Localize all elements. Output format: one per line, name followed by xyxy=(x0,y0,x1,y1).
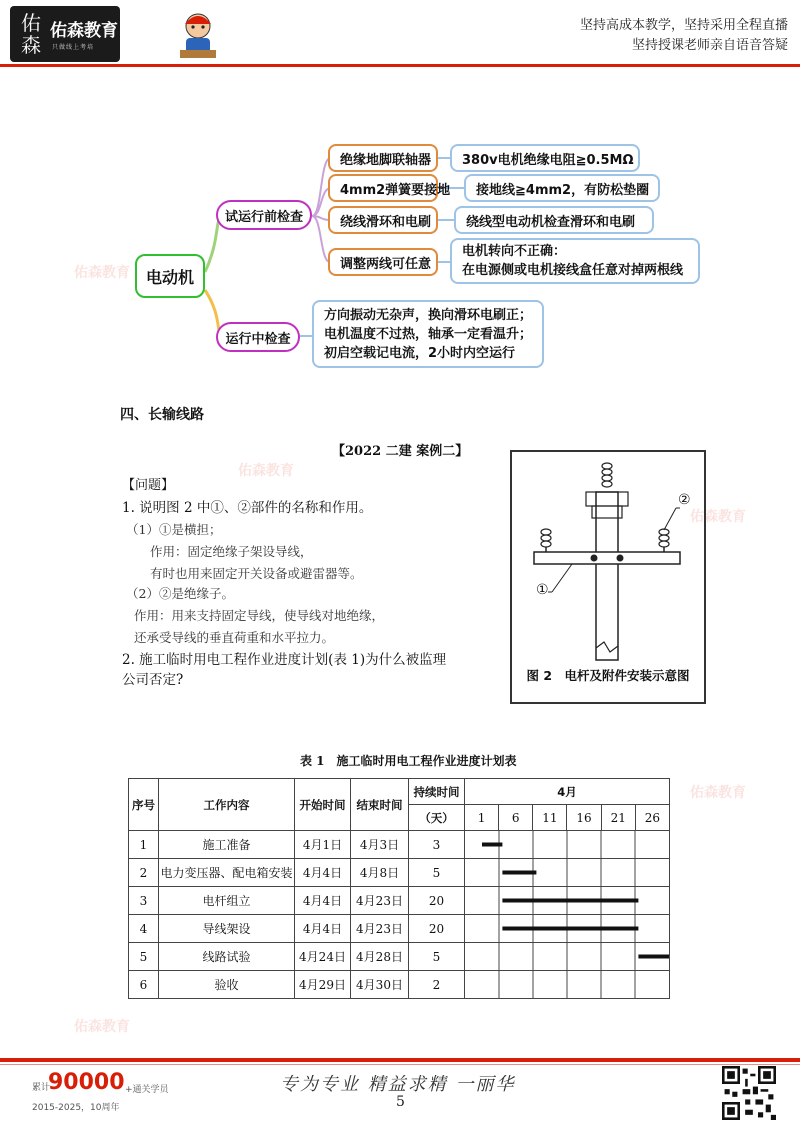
logo-slogan: 只做线上考培 xyxy=(52,44,95,51)
figure-caption: 图 2 电杆及附件安装示意图 xyxy=(526,668,690,683)
gantt-bar xyxy=(638,955,669,959)
cell-work: 线路试验 xyxy=(159,943,295,971)
page-number: 5 xyxy=(396,1094,405,1110)
col-header-month: 4月 xyxy=(465,779,670,805)
cell-end: 4月23日 xyxy=(351,887,409,915)
gantt-row-svg xyxy=(465,859,669,886)
answer-line: 作用：用来支持固定导线，使导线对地绝缘， xyxy=(134,608,385,623)
gantt-bar xyxy=(502,871,536,875)
cell-work: 电力变压器、配电箱安装 xyxy=(159,859,295,887)
cell-work: 导线架设 xyxy=(159,915,295,943)
mindmap-branch-running: 运行中检查 xyxy=(216,322,300,352)
footer-count: 90000 xyxy=(48,1070,125,1095)
pole-drawing xyxy=(512,452,704,662)
cell-duration: 3 xyxy=(409,831,465,859)
question-2: 公司否定? xyxy=(122,672,184,688)
gantt-cell xyxy=(465,887,670,915)
table-row xyxy=(129,887,670,915)
cell-start: 4月1日 xyxy=(295,831,351,859)
cell-start: 4月4日 xyxy=(295,859,351,887)
col-header-duration-unit: （天） xyxy=(409,805,465,831)
header-slogan-2: 坚持授课老师亲自语音答疑 xyxy=(631,38,788,53)
gantt-cell xyxy=(465,831,670,859)
mindmap-detail: 接地线≧4mm2，有防松垫圈 xyxy=(464,174,660,202)
answer-line: 作用：固定绝缘子架设导线， xyxy=(150,544,313,559)
mindmap-detail: 380v电机绝缘电阻≧0.5MΩ xyxy=(450,144,640,172)
cell-seq: 6 xyxy=(129,971,159,999)
gantt-cell xyxy=(465,915,670,943)
logo-text: 佑森教育 xyxy=(50,21,118,41)
day-tick: 1 xyxy=(465,805,499,831)
gantt-bar xyxy=(502,899,638,903)
table-row xyxy=(129,943,670,971)
table-row xyxy=(129,971,670,999)
footer-years: 2015-2025，10周年 xyxy=(32,1103,120,1113)
question-1: 1. 说明图 2 中①、②部件的名称和作用。 xyxy=(122,500,373,516)
day-tick: 6 xyxy=(499,805,533,831)
watermark: 佑森教育 xyxy=(74,1019,130,1035)
cell-start: 4月29日 xyxy=(295,971,351,999)
gantt-cell xyxy=(465,859,670,887)
question-2: 2. 施工临时用电工程作业进度计划(表 1)为什么被监理 xyxy=(122,652,447,668)
cell-duration: 5 xyxy=(409,943,465,971)
cell-seq: 5 xyxy=(129,943,159,971)
schedule-table xyxy=(128,778,670,999)
mindmap-topic: 调整两线可任意 xyxy=(328,248,438,276)
cell-end: 4月3日 xyxy=(351,831,409,859)
table-row xyxy=(129,831,670,859)
mindmap-topic: 4mm2弹簧要接地 xyxy=(328,174,438,202)
cell-end: 4月23日 xyxy=(351,915,409,943)
cell-start: 4月4日 xyxy=(295,887,351,915)
case-title: 【2022 二建 案例二】 xyxy=(332,444,469,459)
cell-seq: 2 xyxy=(129,859,159,887)
mindmap-detail-line: 电机转向不正确： xyxy=(462,244,567,259)
qr-code-icon xyxy=(722,1066,776,1120)
cell-seq: 4 xyxy=(129,915,159,943)
section-heading: 四、长输线路 xyxy=(120,407,204,423)
footer-divider-thin xyxy=(0,1064,800,1065)
watermark: 佑森教育 xyxy=(690,509,746,525)
figure-label-1: ① xyxy=(536,582,549,598)
mindmap-branch-pre-run: 试运行前检查 xyxy=(216,200,312,230)
cell-work: 施工准备 xyxy=(159,831,295,859)
footer-count-prefix: 累计 xyxy=(32,1083,51,1093)
figure-label-2: ② xyxy=(678,492,691,508)
mindmap-topic: 绝缘地脚联轴器 xyxy=(328,144,438,172)
gantt-row-svg xyxy=(465,887,669,914)
gantt-bar xyxy=(482,843,502,847)
cell-start: 4月4日 xyxy=(295,915,351,943)
figure-pole-diagram xyxy=(510,450,706,704)
gantt-row-svg xyxy=(465,971,669,998)
mindmap-detail-running xyxy=(312,300,544,368)
cell-work: 验收 xyxy=(159,971,295,999)
col-header-end: 结束时间 xyxy=(351,779,409,831)
gantt-row-svg xyxy=(465,831,669,858)
table-title: 表 1 施工临时用电工程作业进度计划表 xyxy=(300,754,517,768)
header-slogan-1: 坚持高成本教学，坚持采用全程直播 xyxy=(579,18,788,33)
cell-end: 4月28日 xyxy=(351,943,409,971)
cell-end: 4月30日 xyxy=(351,971,409,999)
col-header-start: 开始时间 xyxy=(295,779,351,831)
gantt-row-svg xyxy=(465,943,669,970)
cell-duration: 2 xyxy=(409,971,465,999)
mindmap-detail-line: 方向振动无杂声，换向滑环电刷正； xyxy=(324,307,533,323)
cell-seq: 3 xyxy=(129,887,159,915)
table-row xyxy=(129,859,670,887)
gantt-bar xyxy=(502,927,638,931)
day-tick: 11 xyxy=(533,805,567,831)
cell-duration: 20 xyxy=(409,887,465,915)
mindmap-topic: 绕线滑环和电刷 xyxy=(328,206,438,234)
day-tick: 21 xyxy=(601,805,635,831)
watermark: 佑森教育 xyxy=(74,265,130,281)
gantt-cell xyxy=(465,943,670,971)
answer-line: 还承受导线的垂直荷重和水平拉力。 xyxy=(134,630,335,645)
cell-work: 电杆组立 xyxy=(159,887,295,915)
answer-line: （2）②是绝缘子。 xyxy=(126,586,234,601)
watermark: 佑森教育 xyxy=(690,785,746,801)
cell-seq: 1 xyxy=(129,831,159,859)
day-tick: 26 xyxy=(635,805,669,831)
cell-start: 4月24日 xyxy=(295,943,351,971)
footer-count-suffix: +通关学员 xyxy=(125,1085,169,1095)
mindmap-detail-line: 电机温度不过热，轴承一定看温升； xyxy=(324,326,533,342)
gantt-cell xyxy=(465,971,670,999)
footer-divider xyxy=(0,1058,800,1062)
mindmap-detail-line: 初启空载记电流，2小时内空运行 xyxy=(324,345,516,361)
mindmap-root: 电动机 xyxy=(135,254,205,298)
mindmap-detail-line: 在电源侧或电机接线盒任意对掉两根线 xyxy=(462,263,684,278)
table-row xyxy=(129,915,670,943)
mindmap-detail xyxy=(450,238,700,284)
cell-end: 4月8日 xyxy=(351,859,409,887)
day-tick: 16 xyxy=(567,805,601,831)
watermark: 佑森教育 xyxy=(238,463,294,479)
mindmap-detail: 绕线型电动机检查滑环和电刷 xyxy=(454,206,654,234)
answer-line: （1）①是横担； xyxy=(126,522,222,537)
cell-duration: 5 xyxy=(409,859,465,887)
question-label: 【问题】 xyxy=(122,478,175,493)
col-header-seq: 序号 xyxy=(129,779,159,831)
cell-duration: 20 xyxy=(409,915,465,943)
footer-signature: 专为专业 精益求精 一丽华 xyxy=(280,1074,516,1095)
logo-mark: 佑森 xyxy=(21,11,41,57)
col-header-duration: 持续时间 xyxy=(409,779,465,805)
col-header-work: 工作内容 xyxy=(159,779,295,831)
gantt-row-svg xyxy=(465,915,669,942)
answer-line: 有时也用来固定开关设备或避雷器等。 xyxy=(150,566,363,581)
